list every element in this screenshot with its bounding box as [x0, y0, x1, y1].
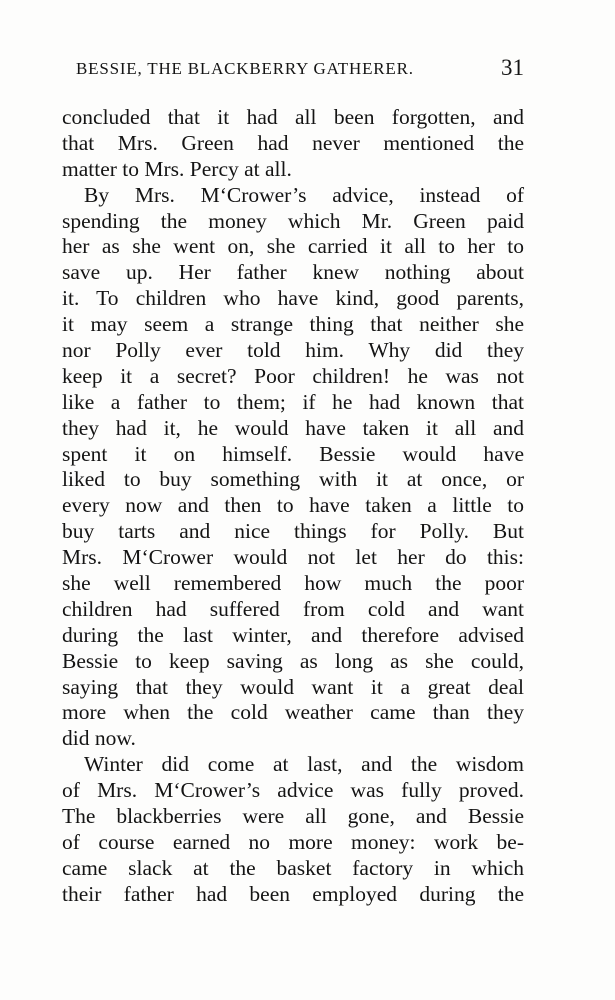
text-line: spending the money which Mr. Green paid: [62, 208, 524, 233]
text-line: like a father to them; if he had known that: [62, 389, 524, 414]
text-line: concluded that it had all been forgotten, and: [62, 105, 524, 129]
text-line: of Mrs. M‘Crower’s advice was fully proved.: [62, 778, 524, 803]
text-line: during the last winter, and therefore advised: [62, 622, 524, 647]
body-text: [62, 105, 524, 908]
text-line: every now and then to have taken a little to: [62, 493, 524, 518]
text-line: more when the cold weather came than they: [62, 700, 524, 725]
text-line: her as she went on, she carried it all to her to: [62, 234, 524, 259]
text-line: keep it a secret? Poor children! he was not: [62, 363, 524, 388]
text-line: of course earned no more money: work be-: [62, 829, 524, 854]
text-line: The blackberries were all gone, and Bessie: [62, 804, 524, 829]
text-line: that Mrs. Green had never mentioned the: [62, 130, 524, 155]
text-line: came slack at the basket factory in which: [62, 855, 524, 880]
text-line: it may seem a strange thing that neither she: [62, 312, 524, 337]
text-line: did now.: [62, 726, 136, 751]
page-number: 31: [501, 55, 524, 80]
text-line: it. To children who have kind, good parents,: [62, 286, 524, 311]
text-line: nor Polly ever told him. Why did they: [62, 338, 524, 363]
text-line: Bessie to keep saving as long as she could,: [62, 648, 524, 673]
text-line: By Mrs. M‘Crower’s advice, instead of: [84, 182, 524, 207]
text-line: Mrs. M‘Crower would not let her do this:: [62, 545, 524, 570]
running-head-title: BESSIE, THE BLACKBERRY GATHERER.: [76, 59, 414, 78]
text-line: she well remembered how much the poor: [62, 571, 524, 596]
text-line: they had it, he would have taken it all and: [62, 415, 524, 440]
text-line: matter to Mrs. Percy at all.: [62, 156, 292, 181]
text-line: buy tarts and nice things for Polly. But: [62, 519, 524, 544]
text-line: saying that they would want it a great deal: [62, 674, 524, 699]
text-line: liked to buy something with it at once, or: [62, 467, 524, 492]
text-line: Winter did come at last, and the wisdom: [84, 752, 524, 777]
running-head: [62, 55, 524, 85]
text-line: their father had been employed during the: [62, 881, 524, 906]
text-line: children had suffered from cold and want: [62, 596, 524, 621]
text-line: save up. Her father knew nothing about: [62, 260, 524, 285]
text-line: spent it on himself. Bessie would have: [62, 441, 524, 466]
